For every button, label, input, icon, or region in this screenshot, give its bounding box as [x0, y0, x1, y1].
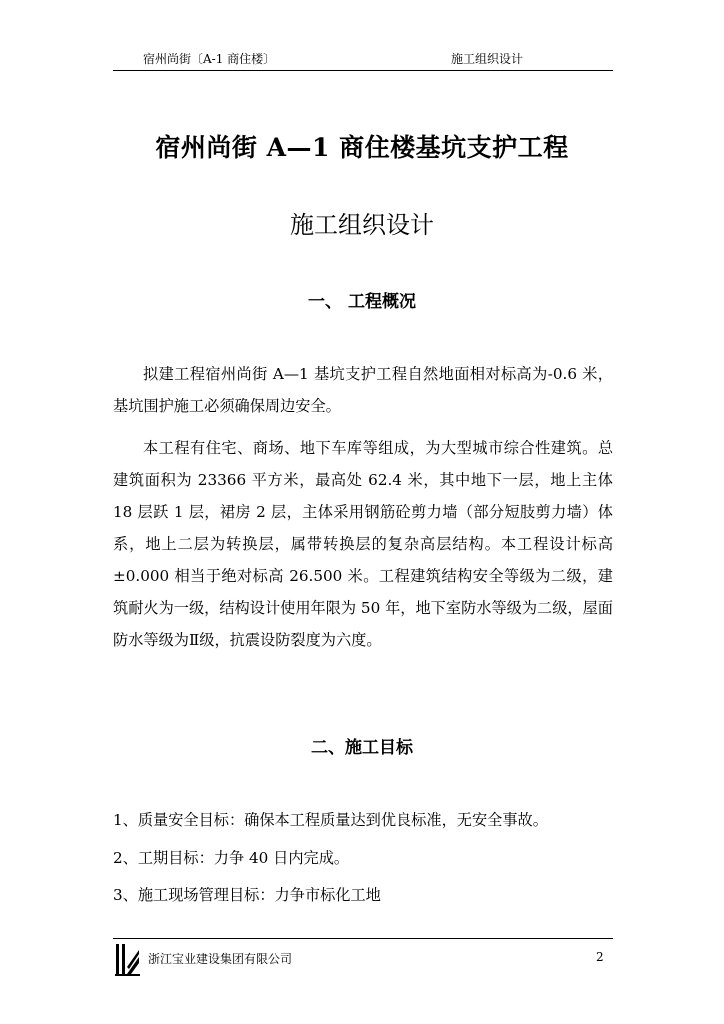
goal-item-schedule: 2、工期目标：力争 40 日内完成。	[113, 849, 350, 867]
document-title: 宿州尚街 A—1 商住楼基坑支护工程	[155, 133, 569, 162]
document-subtitle: 施工组织设计	[290, 211, 434, 239]
header-project-name: 宿州尚街〔A-1 商住楼〕	[143, 52, 276, 66]
section-heading-goals: 二、施工目标	[311, 738, 413, 758]
goal-item-quality: 1、质量安全目标：确保本工程质量达到优良标准，无安全事故。	[113, 811, 548, 829]
company-logo-icon	[113, 941, 141, 979]
section-heading-overview: 一、 工程概况	[308, 292, 416, 312]
header-doc-type: 施工组织设计	[451, 52, 524, 66]
overview-paragraph-1: 拟建工程宿州尚街 A—1 基坑支护工程自然地面相对标高为-0.6 米，基坑围护施工必须确保周边安全。	[113, 365, 613, 415]
footer-company-name: 浙江宝业建设集团有限公司	[148, 952, 293, 966]
page-header	[113, 52, 613, 71]
footer-divider	[113, 938, 613, 939]
goal-item-site-management: 3、施工现场管理目标：力争市标化工地	[113, 886, 381, 904]
page-number: 2	[596, 950, 604, 964]
overview-paragraph-2: 本工程有住宅、商场、地下车库等组成，为大型城市综合性建筑。总建筑面积为 23366 平方米，最高处 62.4 米，其中地下一层，地上主体 18 层跃 1 层，裙房 2 层，主体采用钢筋砼剪力墙（部分短肢剪力墙）体系，地上二层为转换层，属带转换层的复杂高层结构。本工程设计标高±0.000 相当于绝对标高 26.500 米。工程建筑结构安全等级为二级，建筑耐火为一级，结构设计使用年限为 50 年，地下室防水等级为二级，屋面防水等级为Ⅱ级，抗震设防裂度为六度。	[113, 439, 613, 649]
